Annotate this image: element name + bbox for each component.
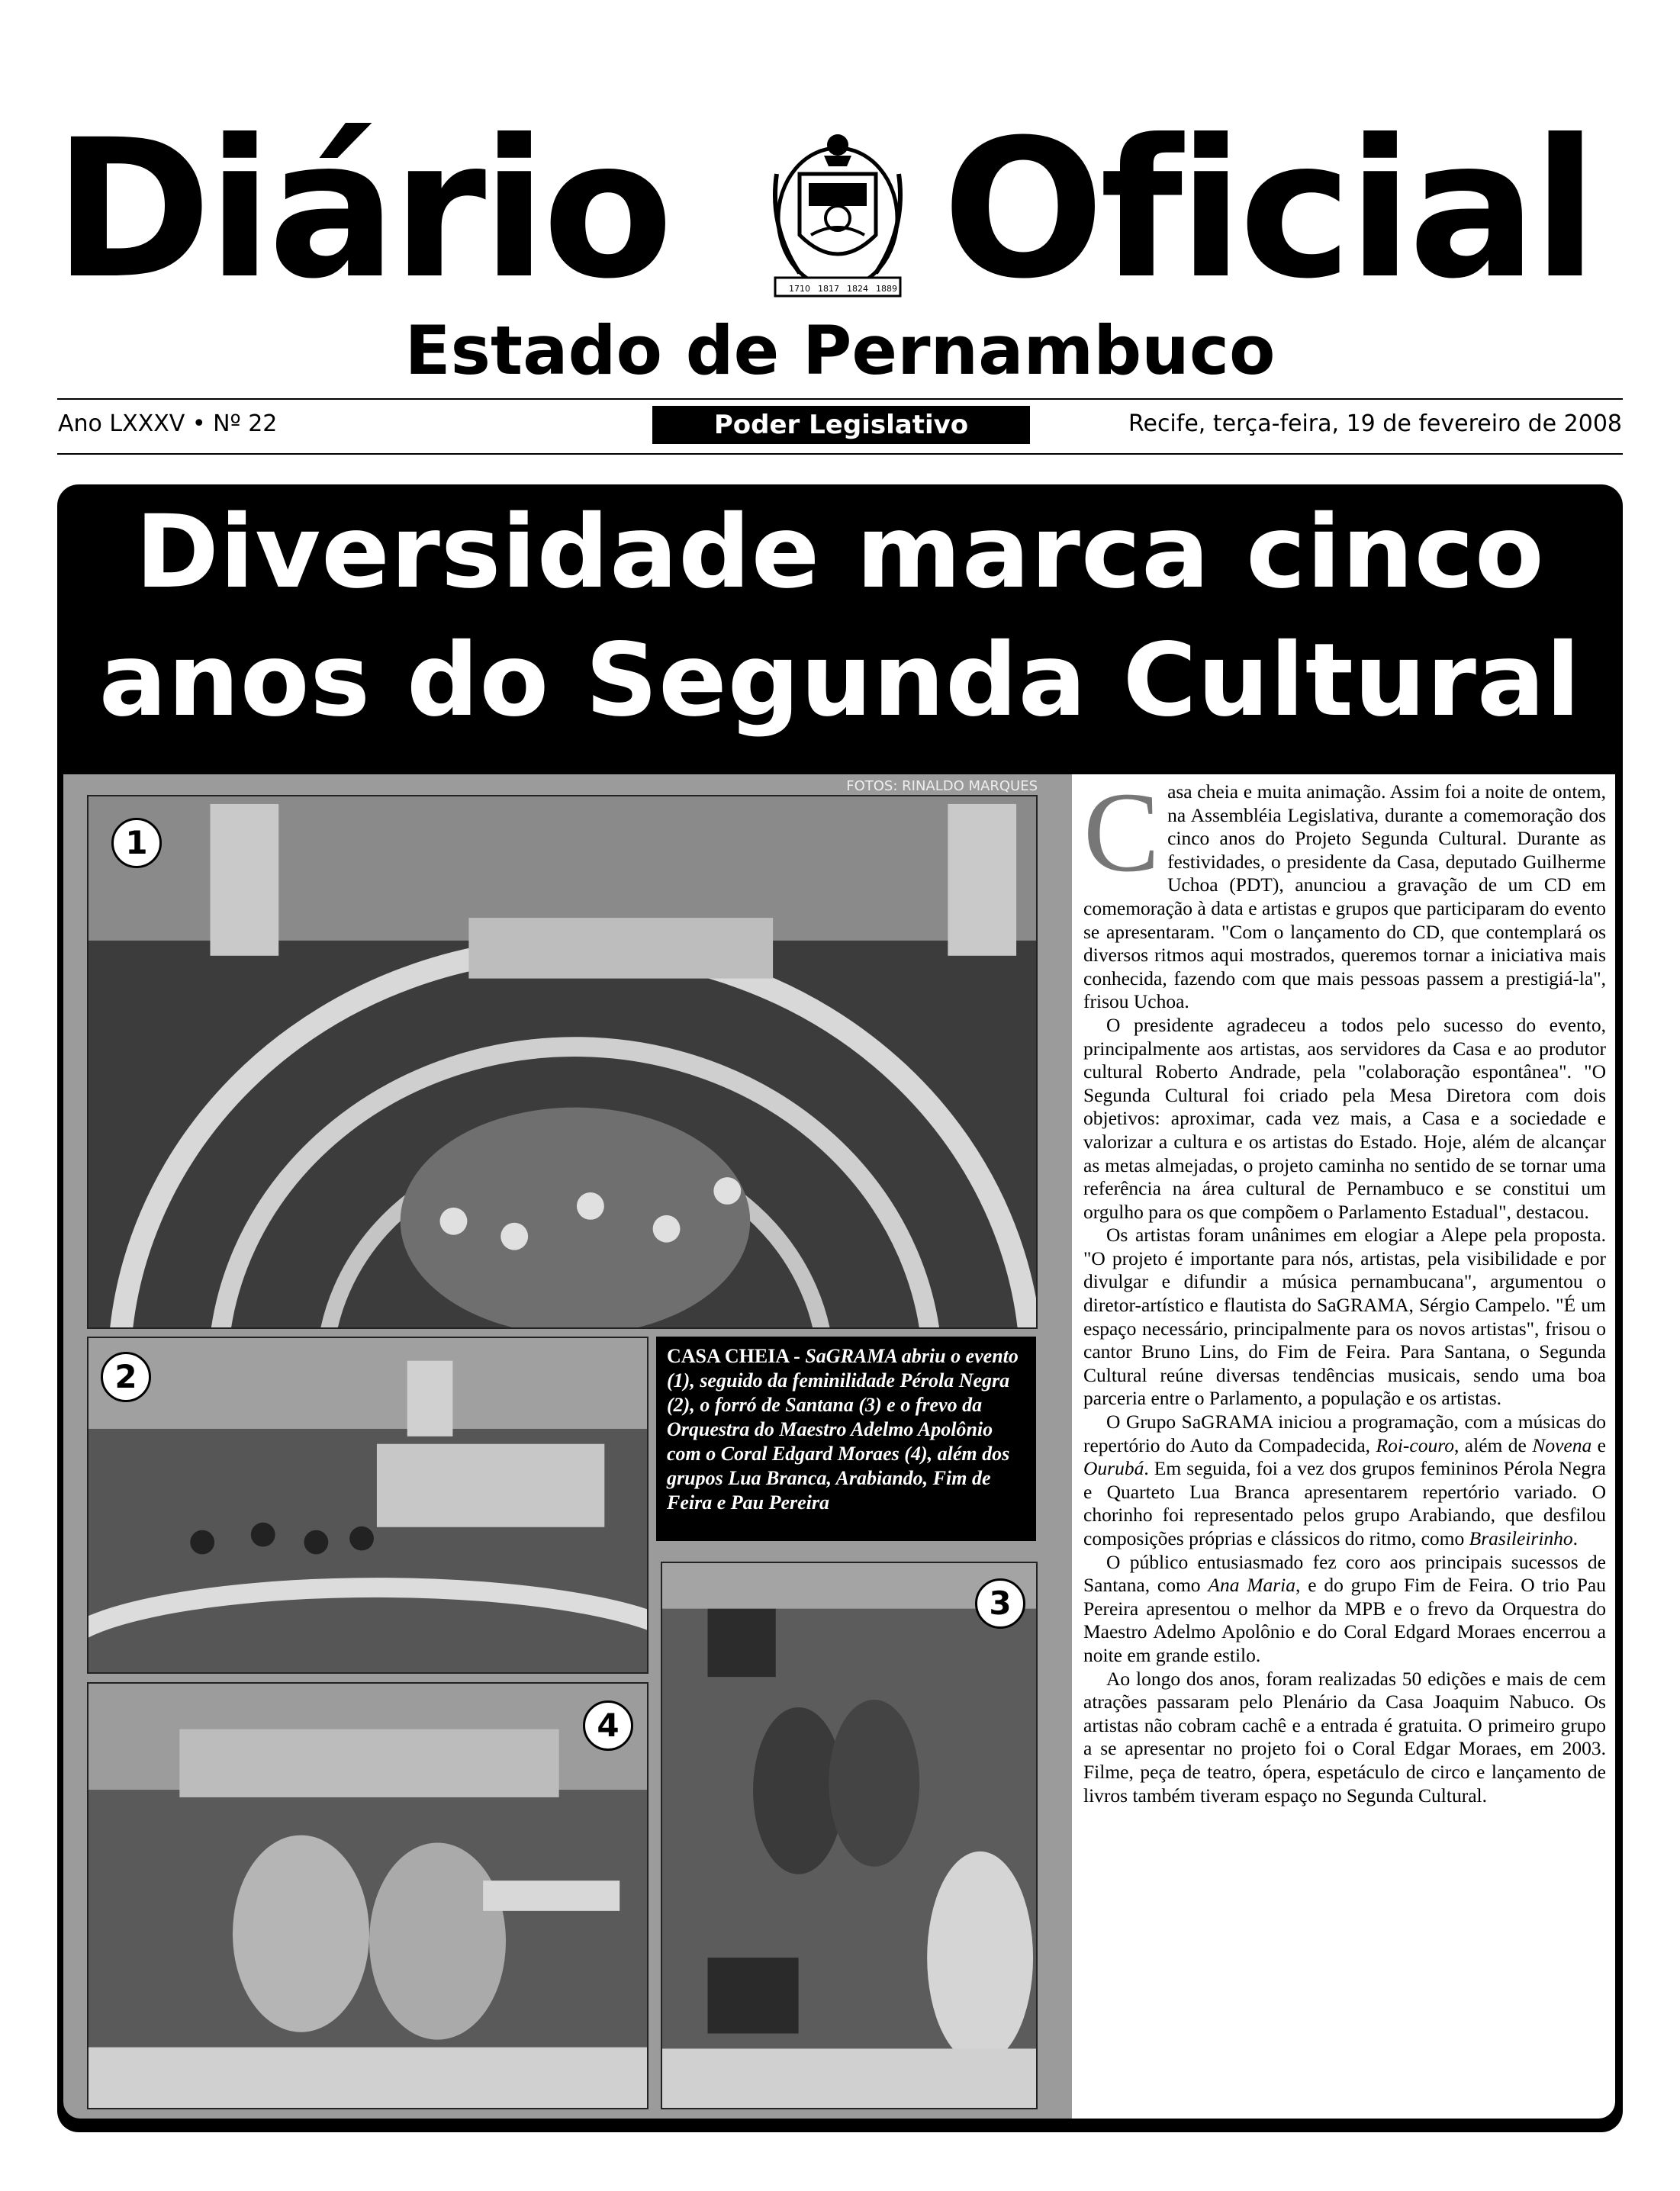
- caption-lead: CASA CHEIA -: [667, 1345, 806, 1367]
- p5-part-a: O público entusiasmado fez coro aos principais sucessos de Santana, como: [1083, 1550, 1606, 1597]
- masthead-rule-bottom: [57, 453, 1623, 455]
- masthead-subtitle: Estado de Pernambuco: [404, 311, 1276, 390]
- p4-part-d: . Em seguida, foi a vez dos grupos femininos Pérola Negra e Quarteto Lua Branca apresentarem repertório variado. O chorinho foi representado pelos grupo Arabiando, que desfilou composições próprias e clássicos do ritmo, como: [1083, 1457, 1606, 1549]
- article-paragraph-1-text: asa cheia e muita animação. Assim foi a noite de ontem, na Assembléia Legislativa, durante a comemoração dos cinco anos do Projeto Segunda Cultural. Durante as festividades, o presidente da Casa, deputado Guilherme Uchoa (PDT), anunciou a gravação de um CD em comemoração à data e artistas e grupos que participaram do evento se apresentaram. "Com o lançamento do CD, que contemplará os diversos ritmos aqui mostrados, queremos tornar a iniciativa mais conhecida, fazendo com que mais pessoas passem a prestigiá-la", frisou Uchoa.: [1083, 780, 1606, 1013]
- article-paragraph-5: [1083, 1551, 1606, 1668]
- headline-line-2: anos do Segunda Cultural: [98, 622, 1582, 739]
- p5-italic-ana-maria: Ana Maria: [1208, 1574, 1296, 1597]
- photo-caption: [656, 1337, 1036, 1541]
- photo-credit: FOTOS: RINALDO MARQUES: [846, 778, 1038, 794]
- photo-santana-forro: [661, 1562, 1038, 2109]
- crest-year-2: 1817: [818, 284, 839, 294]
- photo-frevo-coral: [87, 1682, 649, 2109]
- p4-part-e: .: [1572, 1527, 1579, 1549]
- masthead-title-left: Diário: [53, 98, 669, 320]
- p4-italic-brasileirinho: Brasileirinho: [1469, 1527, 1573, 1549]
- crest-year-4: 1889: [876, 284, 897, 294]
- edition-issue: Ano LXXXV • Nº 22: [58, 410, 278, 437]
- section-label: Poder Legislativo: [652, 406, 1030, 444]
- photo-perola-negra: [87, 1337, 649, 1674]
- masthead-title-right: Oficial: [942, 98, 1594, 320]
- dropcap: C: [1083, 769, 1160, 896]
- article-paragraph-4: [1083, 1411, 1606, 1551]
- photo-number-4: 4: [583, 1700, 633, 1751]
- p4-part-a: O Grupo SaGRAMA iniciou a programação, com a músicas do repertório do Auto da Compadecida,: [1083, 1411, 1606, 1456]
- article-paragraph-3: Os artistas foram unânimes em elogiar a Alepe pela proposta. "O projeto é importante para nós, artistas, pela visibilidade e por divulgar e difundir a música pernambucana", argumentou o diretor-artístico e flautista do SaGRAMA, Sérgio Campelo. "É um espaço necessário, principalmente para os novos artistas", frisou o cantor Bruno Lins, do Fim de Feira. Para Santana, o Segunda Cultural reúne diversas tendências musicais, sendo uma boa parceria entre o Parlamento, a população e os artistas.: [1083, 1224, 1606, 1410]
- photo-number-1: 1: [111, 818, 162, 868]
- photo-number-3: 3: [975, 1578, 1025, 1629]
- article-body: [1083, 769, 1607, 1807]
- crest-year-3: 1824: [847, 284, 868, 294]
- photo-plenary-sagrama: [87, 795, 1038, 1329]
- caption-text: SaGRAMA abriu o evento (1), seguido da feminilidade Pérola Negra (2), o forró de Santana (3) e o frevo da Orquestra do Maestro Adelmo Apolônio com o Coral Edgard Moraes (4), além dos grupos Lua Branca, Arabiando, Fim de Feira e Pau Pereira: [667, 1345, 1019, 1514]
- dateline: Recife, terça-feira, 19 de fevereiro de 2008: [1128, 410, 1622, 437]
- headline-line-1: Diversidade marca cinco: [135, 494, 1545, 611]
- article-paragraph-2: O presidente agradeceu a todos pelo sucesso do evento, principalmente aos artistas, aos servidores da Casa e ao produtor cultural Roberto Andrade, pela "colaboração espontânea". "O Segunda Cultural foi criado pela Mesa Diretora com dois objetivos: aproximar, cada vez mais, a Casa e a sociedade e valorizar a cultura e os artistas do Estado. Hoje, além de alcançar as metas almejadas, o projeto caminha no sentido de se tornar uma referência na área cultural de Pernambuco e se constitui um orgulho para os que compõem o Parlamento Estadual", destacou.: [1083, 1013, 1606, 1223]
- masthead-rule-top: [57, 398, 1623, 400]
- p4-italic-roi-couro: Roi-couro: [1376, 1433, 1454, 1456]
- headline: [57, 488, 1623, 745]
- p5-part-b: , e do grupo Fim de Feira. O trio Pau Pereira apresentou o melhor da MPB e o frevo da Orquestra do Maestro Adelmo Apolônio e do Coral Edgard Moraes encerrou a noite em grande estilo.: [1083, 1574, 1607, 1666]
- p4-italic-novena: Novena: [1532, 1433, 1592, 1456]
- p4-part-c: e: [1591, 1433, 1606, 1456]
- p4-part-b: , além de: [1453, 1433, 1533, 1456]
- article-paragraph-6: Ao longo dos anos, foram realizadas 50 edições e mais de cem atrações passaram pelo Plenário da Casa Joaquim Nabuco. Os artistas não cobram cachê e a entrada é gratuita. O primeiro grupo a se apresentar no projeto foi o Coral Edgar Moraes, em 2003. Filme, peça de teatro, ópera, espetáculo de circo e lançamento de livros também tiveram espaço no Segunda Cultural.: [1083, 1667, 1606, 1807]
- state-coat-of-arms-icon: [739, 128, 937, 304]
- p4-italic-ouruba: Ourubá: [1083, 1457, 1144, 1480]
- article-paragraph-1: [1083, 769, 1606, 1014]
- photo-number-2: 2: [101, 1352, 151, 1402]
- crest-year-1: 1710: [789, 284, 810, 294]
